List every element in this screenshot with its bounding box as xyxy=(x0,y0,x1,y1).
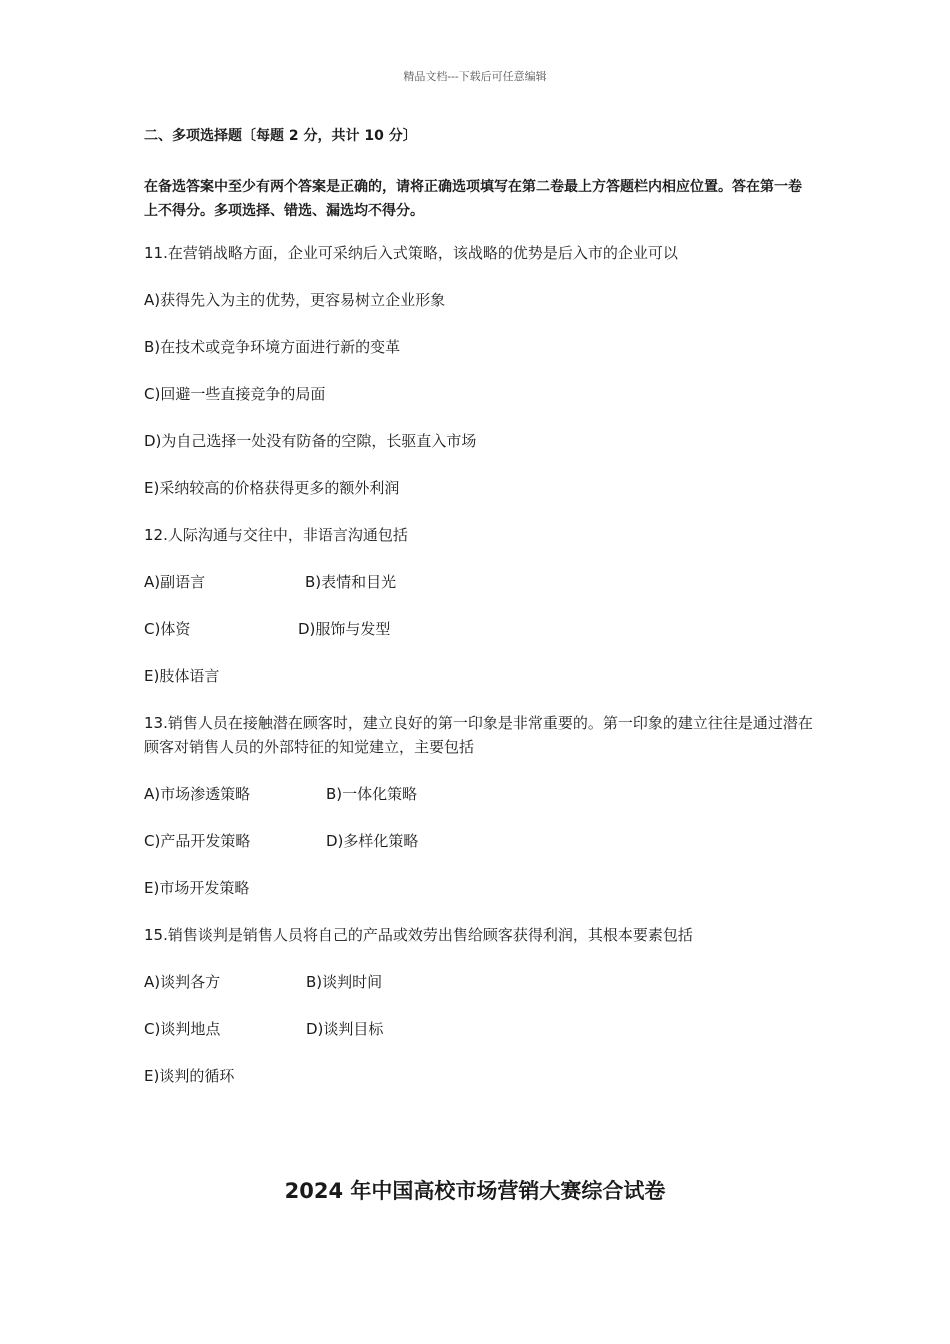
exam-content xyxy=(144,126,814,1111)
question-11-option-b: B)在技术或竞争环境方面进行新的变革 xyxy=(144,338,401,356)
question-15-option-b: B)谈判时间 xyxy=(306,973,383,991)
question-12-option-e: E)肢体语言 xyxy=(144,667,220,685)
question-13-stem: 13.销售人员在接触潜在顾客时，建立良好的第一印象是非常重要的。第一印象的建立往往是通过潜在顾客对销售人员的外部特征的知觉建立，主要包括 xyxy=(144,714,813,756)
question-13-option-e: E)市场开发策略 xyxy=(144,879,250,897)
question-11-stem: 11.在营销战略方面，企业可采纳后入式策略，该战略的优势是后入市的企业可以 xyxy=(144,244,678,262)
question-13-options-row-2 xyxy=(144,829,814,853)
question-15-option-e: E)谈判的循环 xyxy=(144,1067,235,1085)
question-11-option-e: E)采纳较高的价格获得更多的额外利润 xyxy=(144,479,400,497)
question-12-option-d: D)服饰与发型 xyxy=(298,620,391,638)
section-title: 二、多项选择题〔每题 2 分，共计 10 分〕 xyxy=(144,128,417,144)
question-13-option-b: B)一体化策略 xyxy=(326,785,418,803)
question-12-option-c: C)体资 xyxy=(144,620,191,638)
question-15-options-row-1 xyxy=(144,970,814,994)
question-15-option-a: A)谈判各方 xyxy=(144,973,221,991)
question-11-option-a: A)获得先入为主的优势，更容易树立企业形象 xyxy=(144,291,446,309)
question-15-stem: 15.销售谈判是销售人员将自己的产品或效劳出售给顾客获得利润，其根本要素包括 xyxy=(144,926,693,944)
question-11-option-c: C)回避一些直接竞争的局面 xyxy=(144,385,326,403)
question-13-option-a: A)市场渗透策略 xyxy=(144,785,251,803)
question-13-option-d: D)多样化策略 xyxy=(326,832,419,850)
question-15-option-c: C)谈判地点 xyxy=(144,1020,221,1038)
page-header: 精品文档---下载后可任意编辑 xyxy=(403,70,547,83)
section-instruction: 在备选答案中至少有两个答案是正确的，请将正确选项填写在第二卷最上方答题栏内相应位置。答在第一卷上不得分。多项选择、错选、漏选均不得分。 xyxy=(144,179,802,219)
exam-title: 2024 年中国高校市场营销大赛综合试卷 xyxy=(284,1179,666,1203)
question-15-option-d: D)谈判目标 xyxy=(306,1020,384,1038)
question-15-options-row-2 xyxy=(144,1017,814,1041)
question-12-options-row-2 xyxy=(144,617,814,641)
question-12-option-b: B)表情和目光 xyxy=(305,573,397,591)
question-11-option-d: D)为自己选择一处没有防备的空隙，长驱直入市场 xyxy=(144,432,477,450)
question-12-option-a: A)副语言 xyxy=(144,573,206,591)
question-12-options-row-1 xyxy=(144,570,814,594)
question-13-option-c: C)产品开发策略 xyxy=(144,832,251,850)
question-12-stem: 12.人际沟通与交往中，非语言沟通包括 xyxy=(144,526,408,544)
question-13-options-row-1 xyxy=(144,782,814,806)
